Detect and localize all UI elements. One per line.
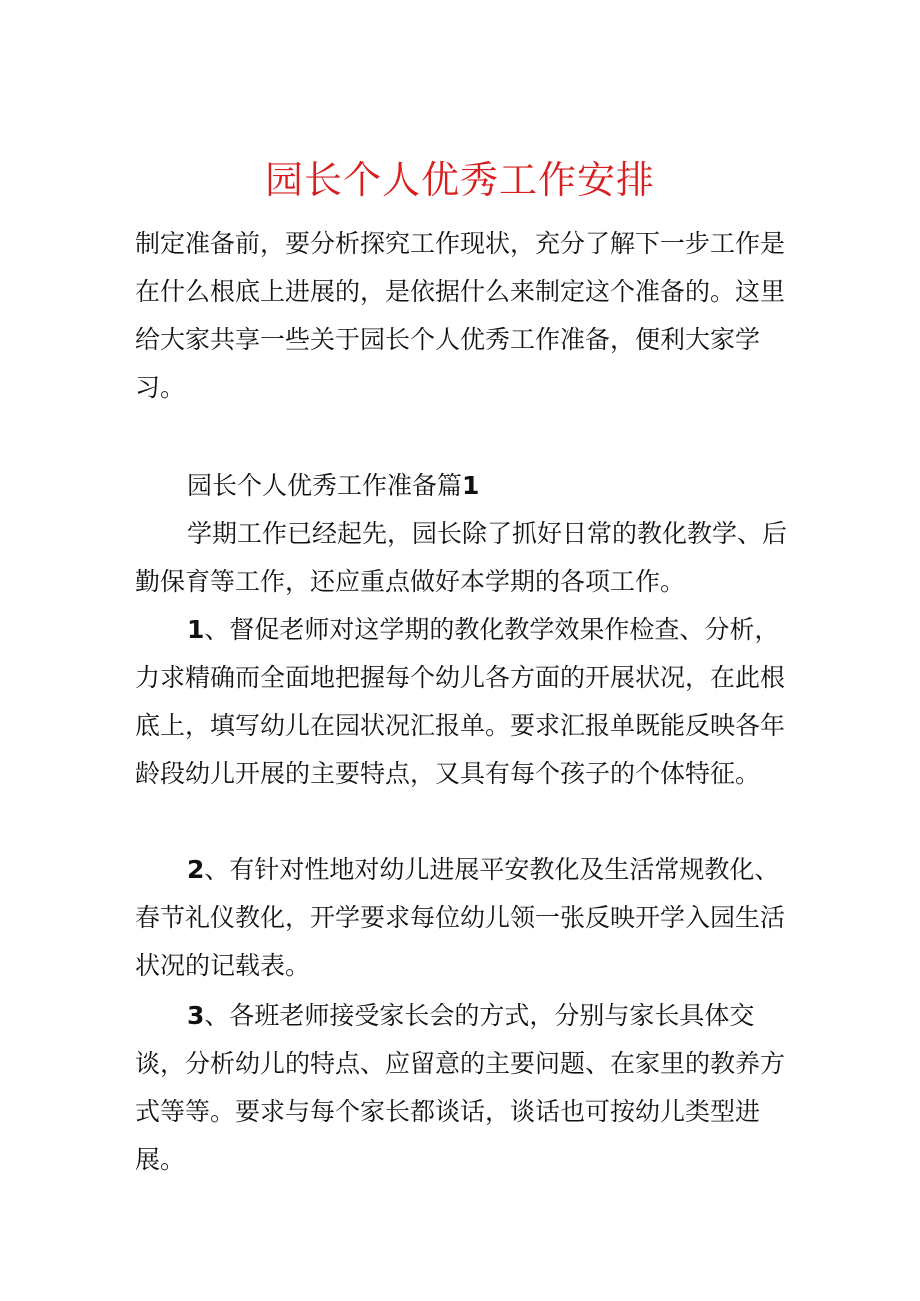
section-heading-number: 1 <box>462 471 480 500</box>
paragraph-number: 2 <box>187 855 205 884</box>
paragraph-number: 1 <box>187 615 205 644</box>
paragraph-text: 、各班老师接受家长会的方式，分别与家长具体交谈，分析幼儿的特点、应留意的主要问题、在家里的教养方式等等。要求与每个家长都谈话，谈话也可按幼儿类型进展。 <box>135 1001 786 1174</box>
paragraph-item-3 <box>135 992 795 1184</box>
document-title: 园长个人优秀工作安排 <box>264 158 655 202</box>
paragraph-number: 3 <box>187 1001 205 1030</box>
paragraph-item-1 <box>135 606 795 798</box>
intro-paragraph: 制定准备前，要分析探究工作现状，充分了解下一步工作是在什么根底上进展的，是依据什么来制定这个准备的。这里给大家共享一些关于园长个人优秀工作准备，便利大家学习。 <box>135 229 786 402</box>
paragraph-text: 、督促老师对这学期的教化教学效果作检查、分析，力求精确而全面地把握每个幼儿各方面的开展状况，在此根底上，填写幼儿在园状况汇报单。要求汇报单既能反映各年龄段幼儿开展的主要特点，又具有每个孩子的个体特征。 <box>135 615 786 788</box>
paragraph-text: 学期工作已经起先，园长除了抓好日常的教化教学、后勤保育等工作，还应重点做好本学期的各项工作。 <box>135 519 788 596</box>
section-heading-text: 园长个人优秀工作准备篇 <box>187 471 463 500</box>
section-heading <box>135 462 795 510</box>
paragraph-item-2 <box>135 846 795 990</box>
paragraph-text: 、有针对性地对幼儿进展平安教化及生活常规教化、春节礼仪教化，开学要求每位幼儿领一张反映开学入园生活状况的记载表。 <box>135 855 786 980</box>
paragraph-opening <box>135 510 795 606</box>
